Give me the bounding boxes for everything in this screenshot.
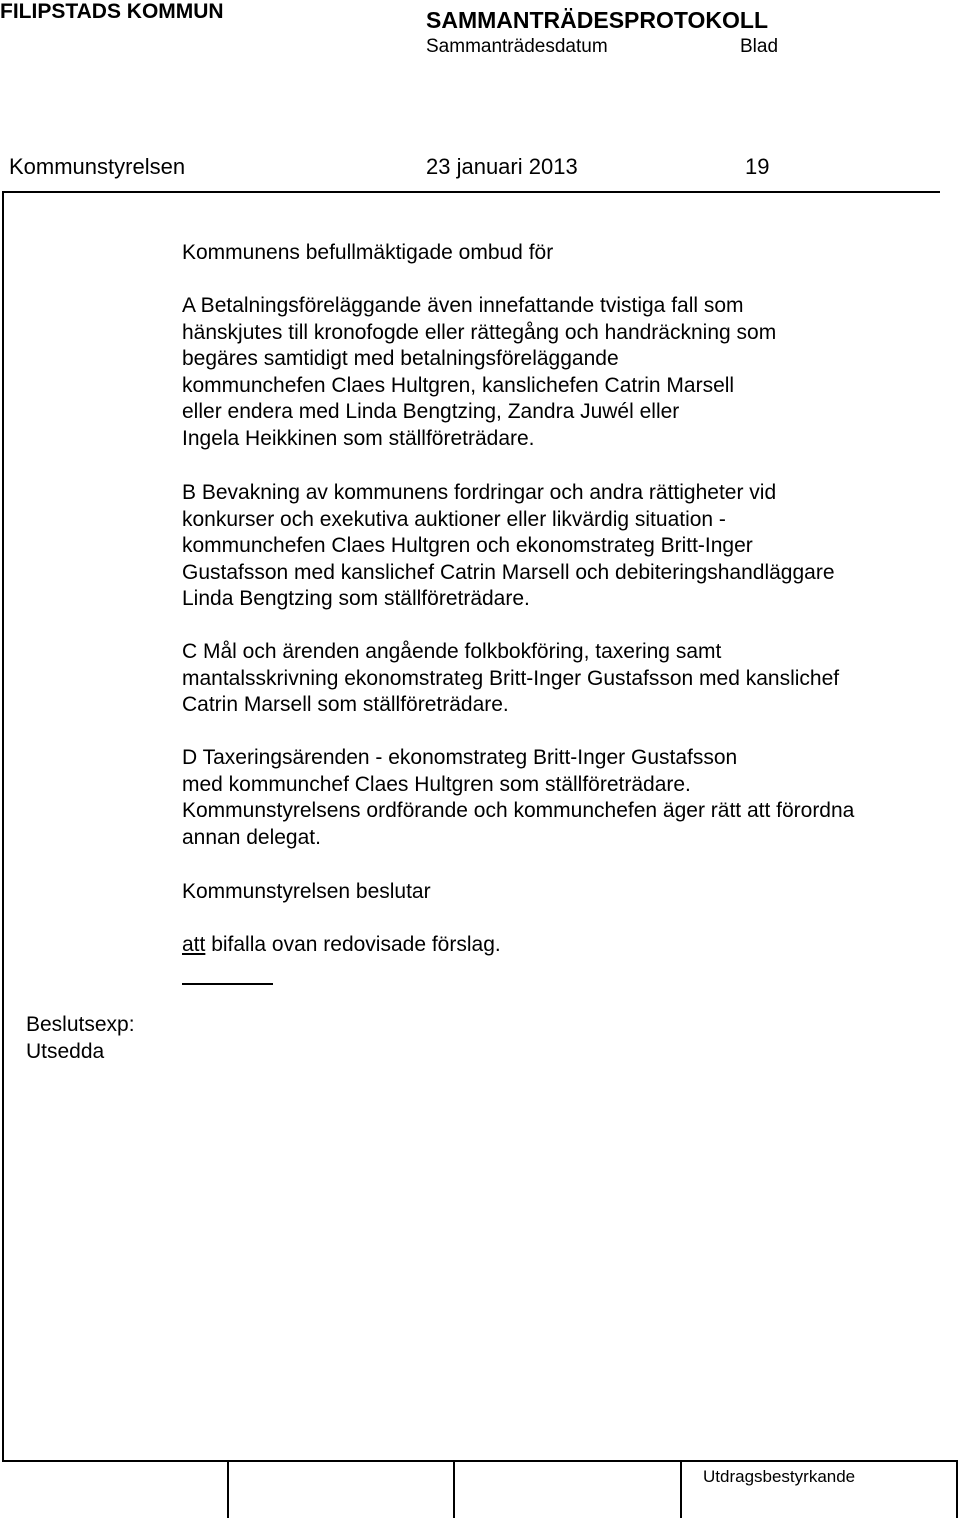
meeting-date-caption: Sammanträdesdatum [426,36,608,57]
decision-att-keyword: att [182,933,206,956]
intro-line: Kommunens befullmäktigade ombud för [182,241,554,264]
paragraph-a-line: A Betalningsföreläggande även innefattande tvistiga fall som [182,294,744,317]
paragraph-d-line: annan delegat. [182,825,321,849]
paragraph-b-line: B Bevakning av kommunens fordringar och andra rättigheter vid [182,481,777,504]
paragraph-a-line: Ingela Heikkinen som ställföreträdare. [182,426,535,450]
paragraph-c [182,639,839,719]
page-number: 19 [745,154,770,179]
paragraph-c-line: Catrin Marsell som ställföreträdare. [182,693,509,716]
frame-left-rule [2,191,4,1462]
extract-certification-label: Utdragsbestyrkande [703,1467,856,1486]
dispatch-value: Utsedda [26,1039,105,1063]
page-caption: Blad [740,36,779,57]
organization-name: FILIPSTADS KOMMUN [0,0,224,23]
governing-body: Kommunstyrelsen [9,154,186,179]
document-title: SAMMANTRÄDESPROTOKOLL [426,7,769,33]
paragraph-b [182,480,835,613]
decision-statement [182,932,501,959]
paragraph-d-line: Kommunstyrelsens ordförande och kommunchefen äger rätt att förordna [182,799,855,822]
meeting-date: 23 januari 2013 [426,154,578,179]
paragraph-d [182,745,854,851]
paragraph-a-line: hänskjutes till kronofogde eller rättegång och handräckning som [182,320,777,344]
footer-divider [227,1460,229,1518]
footer-divider [453,1460,455,1518]
paragraph-d-line: D Taxeringsärenden - ekonomstrateg Britt-Inger Gustafsson [182,746,738,769]
paragraph-b-line: kommunchefen Claes Hultgren och ekonomstrateg Britt-Inger [182,534,753,557]
paragraph-d-line: med kommunchef Claes Hultgren som ställföreträdare. [182,772,691,796]
paragraph-b-line: Gustafsson med kanslichef Catrin Marsell och debiteringshandläggare [182,560,835,584]
decision-heading-text: Kommunstyrelsen beslutar [182,880,431,903]
intro-paragraph [182,240,553,267]
paragraph-a-line: kommunchefen Claes Hultgren, kanslichefen Catrin Marsell [182,373,735,397]
paragraph-b-line: konkurser och exekutiva auktioner eller likvärdig situation - [182,507,726,531]
frame-top-rule [2,191,940,193]
footer-divider [956,1460,958,1518]
frame-bottom-rule [2,1460,957,1462]
paragraph-b-line: Linda Bengtzing som ställföreträdare. [182,587,530,610]
dispatch-label: Beslutsexp: [26,1013,135,1036]
decision-text: bifalla ovan redovisade förslag. [205,933,501,956]
paragraph-a [182,293,776,452]
decision-heading [182,879,431,906]
decision-line [182,932,501,959]
paragraph-c-line: C Mål och ärenden angående folkbokföring, taxering samt [182,640,722,663]
paragraph-a-line: begäres samtidigt med betalningsföreläggande [182,347,619,370]
paragraph-c-line: mantalsskrivning ekonomstrateg Britt-Inger Gustafsson med kanslichef [182,666,840,690]
paragraph-a-line: eller endera med Linda Bengtzing, Zandra Juwél eller [182,400,680,423]
decision-dispatch [26,1012,135,1065]
footer-divider [680,1460,682,1518]
end-of-decision-rule [182,983,273,985]
